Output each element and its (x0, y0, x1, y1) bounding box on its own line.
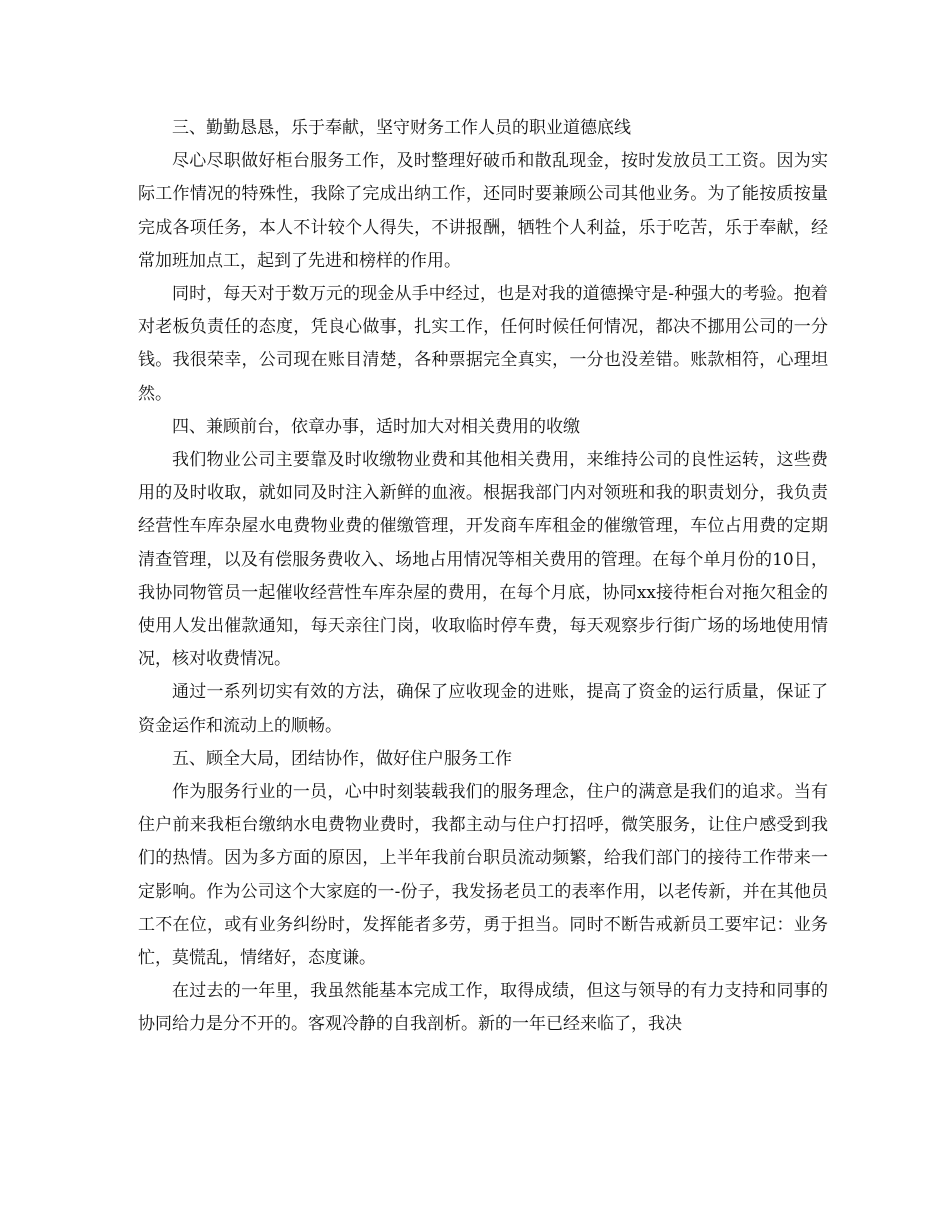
paragraph: 我们物业公司主要靠及时收缴物业费和其他相关费用，来维持公司的良性运转，这些费用的及时收取，就如同及时注入新鲜的血液。根据我部门内对领班和我的职责划分，我负责经营性车库杂屋水电费物业费的催缴管理，开发商车库租金的催缴管理，车位占用费的定期清查管理，以及有偿服务费收入、场地占用情况等相关费用的管理。在每个单月份的10日，我协同物管员一起催收经营性车库杂屋的费用，在每个月底，协同xx接待柜台对拖欠租金的使用人发出催款通知，每天亲往门岗，收取临时停车费，每天观察步行街广场的场地使用情况，核对收费情况。 (138, 450, 828, 670)
paragraph: 通过一系列切实有效的方法，确保了应收现金的进账，提高了资金的运行质量，保证了资金运作和流动上的顺畅。 (138, 682, 828, 736)
paragraph: 同时，每天对于数万元的现金从手中经过，也是对我的道德操守是-种强大的考验。抱着对老板负责任的态度，凭良心做事，扎实工作，任何时候任何情况，都决不挪用公司的一分钱。我很荣幸，公司现在账目清楚，各种票据完全真实，一分也没差错。账款相符，心理坦然。 (138, 284, 828, 404)
paragraph: 尽心尽职做好柜台服务工作，及时整理好破币和散乱现金，按时发放员工工资。因为实际工作情况的特殊性，我除了完成出纳工作，还同时要兼顾公司其他业务。为了能按质按量完成各项任务，本人不计较个人得失，不讲报酬，牺牲个人利益，乐于吃苦，乐于奉献，经常加班加点工，起到了先进和榜样的作用。 (138, 151, 828, 271)
section-heading-three: 三、勤勤恳恳，乐于奉献，坚守财务工作人员的职业道德底线 (172, 118, 631, 138)
document-body (138, 112, 828, 1042)
paragraph: 在过去的一年里，我虽然能基本完成工作，取得成绩，但这与领导的有力支持和同事的协同给力是分不开的。客观冷静的自我剖析。新的一年已经来临了，我决 (138, 981, 828, 1035)
section-heading-four: 四、兼顾前台，依章办事，适时加大对相关费用的收缴 (172, 416, 580, 437)
section-heading-five: 五、顾全大局，团结协作，做好住户服务工作 (172, 748, 512, 769)
paragraph: 作为服务行业的一员，心中时刻装载我们的服务理念，住户的满意是我们的追求。当有住户前来我柜台缴纳水电费物业费时，我都主动与住户打招呼，微笑服务，让住户感受到我们的热情。因为多方面的原因，上半年我前台职员流动频繁，给我们部门的接待工作带来一定影响。作为公司这个大家庭的一-份子，我发扬老员工的表率作用，以老传新，并在其他员工不在位，或有业务纠纷时，发挥能者多劳，勇于担当。同时不断告戒新员工要牢记：业务忙，莫慌乱，情绪好，态度谦。 (138, 782, 828, 969)
